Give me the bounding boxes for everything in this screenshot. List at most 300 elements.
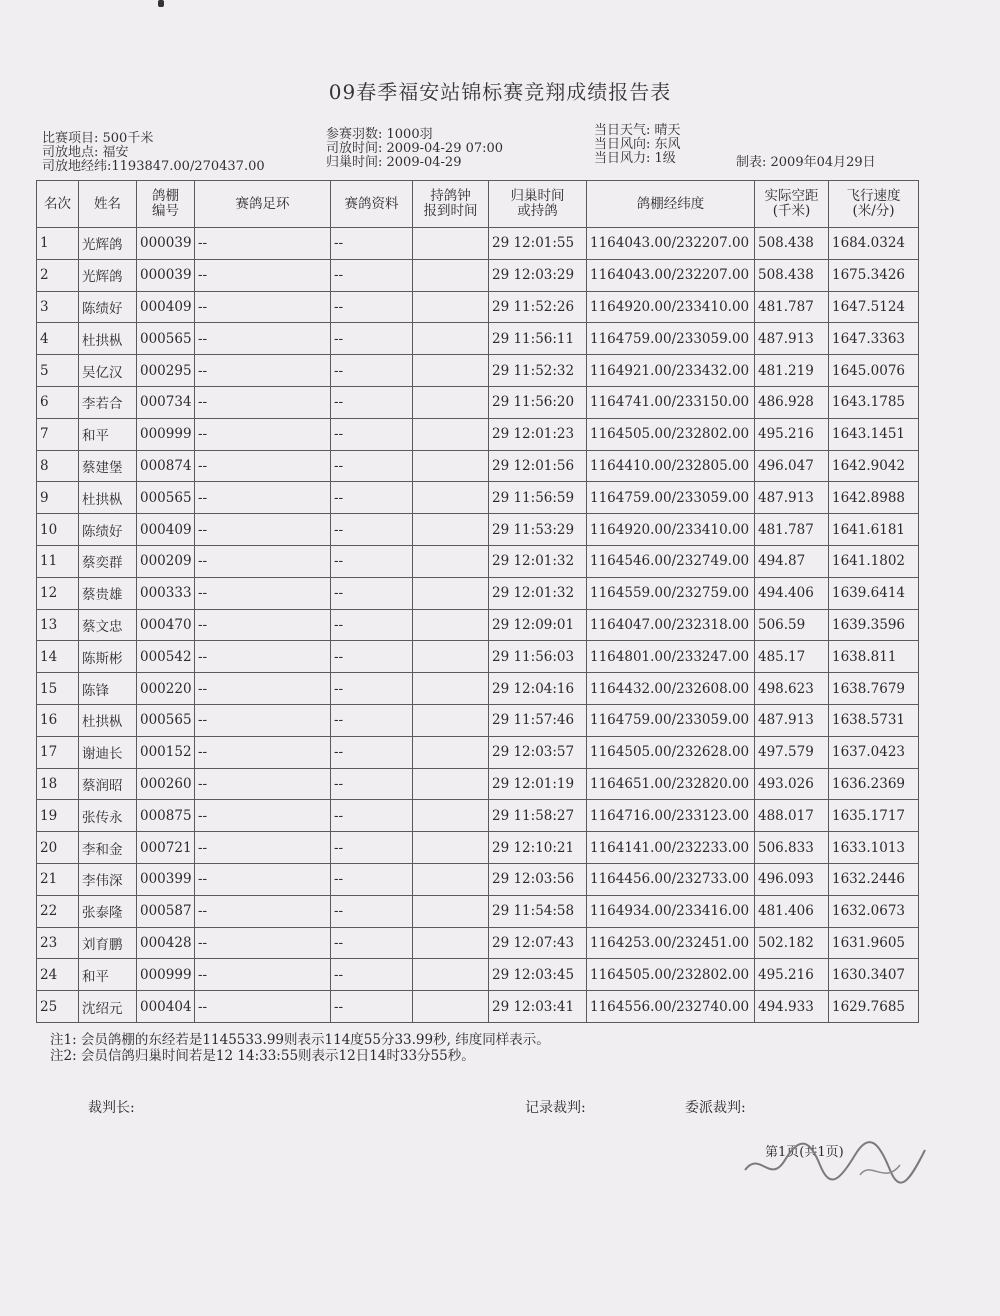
cell-coords: 1164505.00/232802.00 xyxy=(587,959,755,991)
cell-loft: 000428 xyxy=(137,927,195,959)
cell-loft: 000220 xyxy=(137,673,195,705)
cell-clock xyxy=(413,863,489,895)
cell-ret: 29 11:56:59 xyxy=(489,482,587,514)
cell-loft: 000260 xyxy=(137,768,195,800)
cell-info: -- xyxy=(331,545,413,577)
cell-clock xyxy=(413,482,489,514)
cell-clock xyxy=(413,418,489,450)
cell-speed: 1643.1451 xyxy=(829,418,919,450)
cell-clock xyxy=(413,832,489,864)
cell-name: 和平 xyxy=(79,418,137,450)
cell-coords: 1164759.00/233059.00 xyxy=(587,482,755,514)
table-row xyxy=(37,545,919,577)
cell-loft: 000295 xyxy=(137,355,195,387)
cell-speed: 1633.1013 xyxy=(829,832,919,864)
table-row xyxy=(37,228,919,260)
cell-info: -- xyxy=(331,673,413,705)
cell-ret: 29 12:01:55 xyxy=(489,228,587,260)
cell-speed: 1636.2369 xyxy=(829,768,919,800)
cell-speed: 1645.0076 xyxy=(829,355,919,387)
cell-name: 陈锋 xyxy=(79,673,137,705)
cell-dist: 494.87 xyxy=(755,545,829,577)
cell-name: 光辉鸽 xyxy=(79,259,137,291)
cell-ring: -- xyxy=(195,609,331,641)
cell-info: -- xyxy=(331,641,413,673)
cell-dist: 508.438 xyxy=(755,228,829,260)
cell-name: 张传永 xyxy=(79,800,137,832)
cell-name: 杜拱枞 xyxy=(79,323,137,355)
cell-dist: 495.216 xyxy=(755,959,829,991)
weather: 当日天气: 晴天 xyxy=(594,123,681,138)
cell-speed: 1641.6181 xyxy=(829,514,919,546)
cell-clock xyxy=(413,895,489,927)
cell-speed: 1684.0324 xyxy=(829,228,919,260)
col-loft: 鸽棚 编号 xyxy=(137,181,195,228)
release-place: 司放地点: 福安 xyxy=(42,145,129,160)
cell-clock xyxy=(413,577,489,609)
cell-ring: -- xyxy=(195,673,331,705)
cell-rank: 5 xyxy=(37,355,79,387)
table-row xyxy=(37,704,919,736)
cell-ret: 29 11:52:26 xyxy=(489,291,587,323)
cell-coords: 1164505.00/232628.00 xyxy=(587,736,755,768)
cell-ret: 29 12:03:57 xyxy=(489,736,587,768)
cell-coords: 1164716.00/233123.00 xyxy=(587,800,755,832)
cell-clock xyxy=(413,545,489,577)
cell-rank: 3 xyxy=(37,291,79,323)
cell-rank: 13 xyxy=(37,609,79,641)
cell-ret: 29 11:54:58 xyxy=(489,895,587,927)
cell-name: 蔡贵雄 xyxy=(79,577,137,609)
cell-ret: 29 12:07:43 xyxy=(489,927,587,959)
cell-dist: 486.928 xyxy=(755,386,829,418)
cell-coords: 1164043.00/232207.00 xyxy=(587,259,755,291)
cell-loft: 000721 xyxy=(137,832,195,864)
cell-coords: 1164410.00/232805.00 xyxy=(587,450,755,482)
cell-loft: 000333 xyxy=(137,577,195,609)
cell-rank: 18 xyxy=(37,768,79,800)
cell-coords: 1164432.00/232608.00 xyxy=(587,673,755,705)
cell-speed: 1631.9605 xyxy=(829,927,919,959)
col-rank: 名次 xyxy=(37,181,79,228)
cell-dist: 481.787 xyxy=(755,514,829,546)
cell-ret: 29 11:56:03 xyxy=(489,641,587,673)
table-row xyxy=(37,259,919,291)
cell-rank: 21 xyxy=(37,863,79,895)
cell-info: -- xyxy=(331,323,413,355)
cell-ret: 29 11:56:20 xyxy=(489,386,587,418)
cell-info: -- xyxy=(331,832,413,864)
cell-dist: 496.093 xyxy=(755,863,829,895)
cell-ring: -- xyxy=(195,704,331,736)
cell-clock xyxy=(413,291,489,323)
col-coords: 鸽棚经纬度 xyxy=(587,181,755,228)
cell-coords: 1164556.00/232740.00 xyxy=(587,991,755,1023)
cell-loft: 000409 xyxy=(137,291,195,323)
cell-ret: 29 11:57:46 xyxy=(489,704,587,736)
cell-name: 陈绩好 xyxy=(79,291,137,323)
cell-info: -- xyxy=(331,514,413,546)
cell-ring: -- xyxy=(195,768,331,800)
cell-loft: 000542 xyxy=(137,641,195,673)
wind-force: 当日风力: 1级 xyxy=(594,151,676,166)
cell-speed: 1638.7679 xyxy=(829,673,919,705)
notes xyxy=(50,1032,550,1064)
cell-coords: 1164741.00/233150.00 xyxy=(587,386,755,418)
table-row xyxy=(37,832,919,864)
cell-dist: 508.438 xyxy=(755,259,829,291)
cell-speed: 1643.1785 xyxy=(829,386,919,418)
cell-rank: 16 xyxy=(37,704,79,736)
cell-info: -- xyxy=(331,609,413,641)
cell-loft: 000999 xyxy=(137,959,195,991)
cell-ring: -- xyxy=(195,259,331,291)
cell-coords: 1164253.00/232451.00 xyxy=(587,927,755,959)
cell-speed: 1638.5731 xyxy=(829,704,919,736)
cell-ret: 29 11:56:11 xyxy=(489,323,587,355)
cell-dist: 497.579 xyxy=(755,736,829,768)
cell-clock xyxy=(413,323,489,355)
cell-info: -- xyxy=(331,450,413,482)
cell-info: -- xyxy=(331,418,413,450)
cell-name: 陈斯彬 xyxy=(79,641,137,673)
cell-rank: 25 xyxy=(37,991,79,1023)
cell-coords: 1164801.00/233247.00 xyxy=(587,641,755,673)
cell-name: 蔡润昭 xyxy=(79,768,137,800)
cell-clock xyxy=(413,959,489,991)
cell-coords: 1164759.00/233059.00 xyxy=(587,323,755,355)
cell-info: -- xyxy=(331,895,413,927)
cell-ring: -- xyxy=(195,959,331,991)
table-row xyxy=(37,959,919,991)
cell-coords: 1164141.00/232233.00 xyxy=(587,832,755,864)
cell-rank: 2 xyxy=(37,259,79,291)
cell-dist: 481.787 xyxy=(755,291,829,323)
cell-speed: 1647.3363 xyxy=(829,323,919,355)
cell-ring: -- xyxy=(195,800,331,832)
table-row xyxy=(37,768,919,800)
cell-ring: -- xyxy=(195,895,331,927)
cell-ring: -- xyxy=(195,450,331,482)
cell-info: -- xyxy=(331,959,413,991)
cell-loft: 000999 xyxy=(137,418,195,450)
cell-ret: 29 12:03:41 xyxy=(489,991,587,1023)
cell-ret: 29 12:01:32 xyxy=(489,577,587,609)
col-distance: 实际空距 (千米) xyxy=(755,181,829,228)
recorder-judge-label: 记录裁判: xyxy=(525,1100,586,1116)
cell-info: -- xyxy=(331,800,413,832)
cell-ring: -- xyxy=(195,991,331,1023)
cell-name: 蔡文忠 xyxy=(79,609,137,641)
table-row xyxy=(37,514,919,546)
cell-dist: 487.913 xyxy=(755,482,829,514)
cell-ring: -- xyxy=(195,927,331,959)
cell-dist: 481.219 xyxy=(755,355,829,387)
cell-clock xyxy=(413,704,489,736)
cell-rank: 6 xyxy=(37,386,79,418)
cell-info: -- xyxy=(331,259,413,291)
header-right xyxy=(594,123,681,165)
cell-loft: 000875 xyxy=(137,800,195,832)
table-row xyxy=(37,386,919,418)
cell-name: 杜拱枞 xyxy=(79,704,137,736)
cell-speed: 1635.1717 xyxy=(829,800,919,832)
cell-coords: 1164651.00/232820.00 xyxy=(587,768,755,800)
col-speed: 飞行速度 (米/分) xyxy=(829,181,919,228)
cell-loft: 000565 xyxy=(137,482,195,514)
cell-loft: 000565 xyxy=(137,704,195,736)
table-row xyxy=(37,291,919,323)
cell-dist: 506.59 xyxy=(755,609,829,641)
cell-dist: 506.833 xyxy=(755,832,829,864)
cell-dist: 493.026 xyxy=(755,768,829,800)
scan-speck xyxy=(158,0,164,7)
cell-loft: 000039 xyxy=(137,259,195,291)
cell-ret: 29 11:52:32 xyxy=(489,355,587,387)
wind-direction: 当日风向: 东风 xyxy=(594,137,681,152)
table-row xyxy=(37,641,919,673)
cell-coords: 1164546.00/232749.00 xyxy=(587,545,755,577)
table-row xyxy=(37,323,919,355)
cell-clock xyxy=(413,641,489,673)
cell-ret: 29 12:09:01 xyxy=(489,609,587,641)
table-row xyxy=(37,800,919,832)
cell-speed: 1632.0673 xyxy=(829,895,919,927)
col-ring: 赛鸽足环 xyxy=(195,181,331,228)
cell-speed: 1629.7685 xyxy=(829,991,919,1023)
cell-name: 蔡奕群 xyxy=(79,545,137,577)
table-row xyxy=(37,482,919,514)
note-2: 注2: 会员信鸽归巢时间若是12 14:33:55则表示12日14时33分55秒。 xyxy=(50,1048,475,1064)
cell-clock xyxy=(413,800,489,832)
cell-speed: 1642.9042 xyxy=(829,450,919,482)
cell-ret: 29 12:10:21 xyxy=(489,832,587,864)
page-number: 第1页(共1页) xyxy=(765,1145,844,1160)
cell-name: 光辉鸽 xyxy=(79,228,137,260)
cell-coords: 1164559.00/232759.00 xyxy=(587,577,755,609)
cell-rank: 20 xyxy=(37,832,79,864)
cell-speed: 1675.3426 xyxy=(829,259,919,291)
table-row xyxy=(37,895,919,927)
cell-speed: 1642.8988 xyxy=(829,482,919,514)
cell-coords: 1164759.00/233059.00 xyxy=(587,704,755,736)
cell-rank: 4 xyxy=(37,323,79,355)
cell-clock xyxy=(413,259,489,291)
cell-loft: 000470 xyxy=(137,609,195,641)
cell-ring: -- xyxy=(195,291,331,323)
cell-coords: 1164047.00/232318.00 xyxy=(587,609,755,641)
table-row xyxy=(37,863,919,895)
cell-ring: -- xyxy=(195,323,331,355)
cell-dist: 487.913 xyxy=(755,704,829,736)
cell-speed: 1632.2446 xyxy=(829,863,919,895)
table-row xyxy=(37,577,919,609)
cell-coords: 1164934.00/233416.00 xyxy=(587,895,755,927)
cell-info: -- xyxy=(331,768,413,800)
cell-ret: 29 12:01:19 xyxy=(489,768,587,800)
chief-judge-label: 裁判长: xyxy=(88,1100,135,1116)
cell-rank: 24 xyxy=(37,959,79,991)
cell-rank: 8 xyxy=(37,450,79,482)
cell-loft: 000039 xyxy=(137,228,195,260)
cell-loft: 000152 xyxy=(137,736,195,768)
cell-rank: 14 xyxy=(37,641,79,673)
cell-name: 和平 xyxy=(79,959,137,991)
cell-info: -- xyxy=(331,736,413,768)
cell-name: 张泰隆 xyxy=(79,895,137,927)
cell-name: 陈绩好 xyxy=(79,514,137,546)
cell-ring: -- xyxy=(195,863,331,895)
cell-loft: 000734 xyxy=(137,386,195,418)
cell-info: -- xyxy=(331,927,413,959)
cell-coords: 1164456.00/232733.00 xyxy=(587,863,755,895)
cell-info: -- xyxy=(331,704,413,736)
cell-ret: 29 12:01:56 xyxy=(489,450,587,482)
col-info: 赛鸽资料 xyxy=(331,181,413,228)
cell-ring: -- xyxy=(195,736,331,768)
cell-dist: 487.913 xyxy=(755,323,829,355)
cell-coords: 1164505.00/232802.00 xyxy=(587,418,755,450)
cell-speed: 1639.3596 xyxy=(829,609,919,641)
cell-rank: 1 xyxy=(37,228,79,260)
cell-ret: 29 11:58:27 xyxy=(489,800,587,832)
cell-info: -- xyxy=(331,863,413,895)
cell-name: 沈绍元 xyxy=(79,991,137,1023)
release-coords: 司放地经纬:1193847.00/270437.00 xyxy=(42,159,265,174)
cell-info: -- xyxy=(331,577,413,609)
cell-loft: 000565 xyxy=(137,323,195,355)
cell-dist: 494.933 xyxy=(755,991,829,1023)
cell-name: 李伟深 xyxy=(79,863,137,895)
cell-dist: 494.406 xyxy=(755,577,829,609)
cell-loft: 000399 xyxy=(137,863,195,895)
cell-rank: 19 xyxy=(37,800,79,832)
race-item: 比赛项目: 500千米 xyxy=(42,131,154,146)
cell-rank: 7 xyxy=(37,418,79,450)
cell-info: -- xyxy=(331,228,413,260)
cell-rank: 15 xyxy=(37,673,79,705)
cell-ret: 29 12:04:16 xyxy=(489,673,587,705)
cell-rank: 22 xyxy=(37,895,79,927)
cell-info: -- xyxy=(331,386,413,418)
cell-dist: 495.216 xyxy=(755,418,829,450)
cell-name: 李和金 xyxy=(79,832,137,864)
cell-ret: 29 12:03:45 xyxy=(489,959,587,991)
cell-name: 吴亿汉 xyxy=(79,355,137,387)
col-clock: 持鸽钟 报到时间 xyxy=(413,181,489,228)
cell-dist: 488.017 xyxy=(755,800,829,832)
header-row xyxy=(37,181,919,228)
cell-coords: 1164921.00/233432.00 xyxy=(587,355,755,387)
cell-dist: 502.182 xyxy=(755,927,829,959)
cell-speed: 1638.811 xyxy=(829,641,919,673)
cell-clock xyxy=(413,228,489,260)
cell-ring: -- xyxy=(195,545,331,577)
cell-name: 刘育鹏 xyxy=(79,927,137,959)
cell-coords: 1164043.00/232207.00 xyxy=(587,228,755,260)
cell-clock xyxy=(413,768,489,800)
cell-rank: 9 xyxy=(37,482,79,514)
table-row xyxy=(37,450,919,482)
cell-clock xyxy=(413,450,489,482)
cell-ring: -- xyxy=(195,418,331,450)
table-row xyxy=(37,609,919,641)
cell-speed: 1639.6414 xyxy=(829,577,919,609)
cell-coords: 1164920.00/233410.00 xyxy=(587,291,755,323)
cell-info: -- xyxy=(331,482,413,514)
results-table xyxy=(36,180,919,1023)
cell-dist: 496.047 xyxy=(755,450,829,482)
header-left xyxy=(42,131,265,173)
cell-clock xyxy=(413,355,489,387)
cell-loft: 000409 xyxy=(137,514,195,546)
cell-name: 李若合 xyxy=(79,386,137,418)
cell-ring: -- xyxy=(195,355,331,387)
cell-coords: 1164920.00/233410.00 xyxy=(587,514,755,546)
cell-ring: -- xyxy=(195,641,331,673)
cell-ring: -- xyxy=(195,482,331,514)
cell-loft: 000404 xyxy=(137,991,195,1023)
cell-speed: 1637.0423 xyxy=(829,736,919,768)
cell-ring: -- xyxy=(195,386,331,418)
table-row xyxy=(37,355,919,387)
cell-rank: 17 xyxy=(37,736,79,768)
cell-ring: -- xyxy=(195,832,331,864)
cell-name: 杜拱枞 xyxy=(79,482,137,514)
table-row xyxy=(37,991,919,1023)
cell-rank: 23 xyxy=(37,927,79,959)
cell-clock xyxy=(413,991,489,1023)
cell-info: -- xyxy=(331,991,413,1023)
cell-clock xyxy=(413,927,489,959)
cell-clock xyxy=(413,673,489,705)
cell-speed: 1630.3407 xyxy=(829,959,919,991)
entries: 参赛羽数: 1000羽 xyxy=(326,127,433,142)
cell-speed: 1647.5124 xyxy=(829,291,919,323)
return-time: 归巢时间: 2009-04-29 xyxy=(326,155,462,170)
col-name: 姓名 xyxy=(79,181,137,228)
cell-loft: 000209 xyxy=(137,545,195,577)
cell-loft: 000587 xyxy=(137,895,195,927)
cell-dist: 481.406 xyxy=(755,895,829,927)
cell-rank: 11 xyxy=(37,545,79,577)
cell-clock xyxy=(413,386,489,418)
table-row xyxy=(37,927,919,959)
appointed-judge-label: 委派裁判: xyxy=(685,1100,746,1116)
cell-loft: 000874 xyxy=(137,450,195,482)
results-body xyxy=(37,228,919,1023)
cell-clock xyxy=(413,736,489,768)
cell-clock xyxy=(413,609,489,641)
cell-info: -- xyxy=(331,291,413,323)
cell-ring: -- xyxy=(195,514,331,546)
cell-rank: 10 xyxy=(37,514,79,546)
cell-name: 谢迪长 xyxy=(79,736,137,768)
col-return: 归巢时间 或持鸽 xyxy=(489,181,587,228)
cell-ret: 29 12:03:56 xyxy=(489,863,587,895)
table-row xyxy=(37,418,919,450)
cell-ret: 29 12:03:29 xyxy=(489,259,587,291)
note-1: 注1: 会员鸽棚的东经若是1145533.99则表示114度55分33.99秒, 纬度同样表示。 xyxy=(50,1032,550,1048)
cell-rank: 12 xyxy=(37,577,79,609)
cell-ret: 29 12:01:23 xyxy=(489,418,587,450)
cell-dist: 485.17 xyxy=(755,641,829,673)
header-middle xyxy=(326,127,503,169)
cell-dist: 498.623 xyxy=(755,673,829,705)
release-time: 司放时间: 2009-04-29 07:00 xyxy=(326,141,504,156)
cell-clock xyxy=(413,514,489,546)
cell-ret: 29 11:53:29 xyxy=(489,514,587,546)
